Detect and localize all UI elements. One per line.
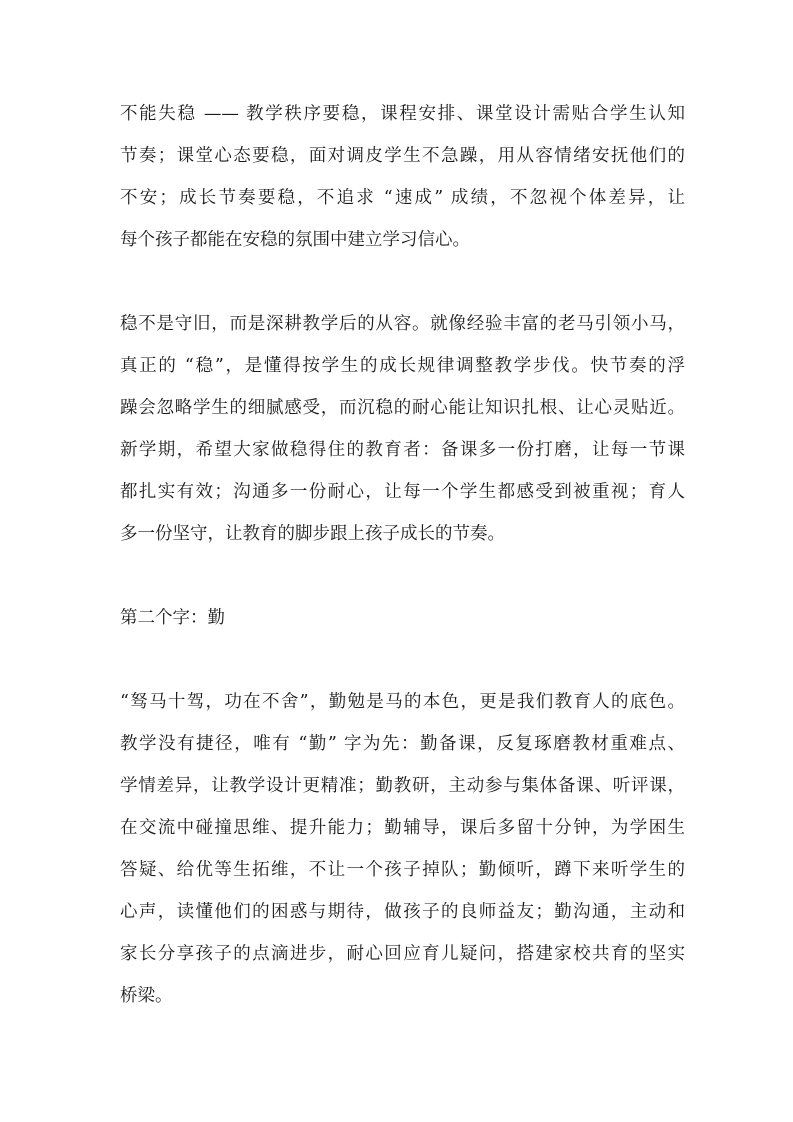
paragraph-3-line-8: 桥梁。 [120,986,173,1006]
paragraph-2-line-1: 稳不是守旧，而是深耕教学后的从容。就像经验丰富的老马引领小马， [120,314,685,334]
paragraph-3-line-7: 家长分享孩子的点滴进步，耐心回应育儿疑问，搭建家校共育的坚实 [120,944,685,964]
paragraph-2-line-2: 真正的 “稳”，是懂得按学生的成长规律调整教学步伐。快节奏的浮 [120,356,685,376]
paragraph-3-line-6: 心声，读懂他们的困惑与期待，做孩子的良师益友；勤沟通，主动和 [120,902,685,922]
paragraph-2-line-4: 新学期，希望大家做稳得住的教育者：备课多一份打磨，让每一节课 [120,440,685,460]
paragraph-1-line-3: 不安；成长节奏要稳，不追求 “速成” 成绩，不忽视个体差异，让 [120,188,685,208]
section-heading: 第二个字：勤 [120,608,225,628]
paragraph-1-line-4: 每个孩子都能在安稳的氛围中建立学习信心。 [120,230,470,250]
paragraph-3-line-5: 答疑、给优等生拓维，不让一个孩子掉队；勤倾听，蹲下来听学生的 [120,860,685,880]
paragraph-1-line-1: 不能失稳 —— 教学秩序要稳，课程安排、课堂设计需贴合学生认知 [120,104,685,124]
paragraph-3-line-2: 教学没有捷径，唯有 “勤” 字为先：勤备课，反复琢磨教材重难点、 [120,734,685,754]
paragraph-3-line-4: 在交流中碰撞思维、提升能力；勤辅导，课后多留十分钟，为学困生 [120,818,685,838]
paragraph-1-line-2: 节奏；课堂心态要稳，面对调皮学生不急躁，用从容情绪安抚他们的 [120,146,685,166]
paragraph-2-line-3: 躁会忽略学生的细腻感受，而沉稳的耐心能让知识扎根、让心灵贴近。 [120,398,685,418]
paragraph-3-line-3: 学情差异，让教学设计更精准；勤教研，主动参与集体备课、听评课， [120,776,685,796]
paragraph-2-line-6: 多一份坚守，让教育的脚步跟上孩子成长的节奏。 [120,524,505,544]
paragraph-2-line-5: 都扎实有效；沟通多一份耐心，让每一个学生都感受到被重视；育人 [120,482,685,502]
paragraph-3-line-1: “驽马十驾，功在不舍”，勤勉是马的本色，更是我们教育人的底色。 [120,692,685,712]
